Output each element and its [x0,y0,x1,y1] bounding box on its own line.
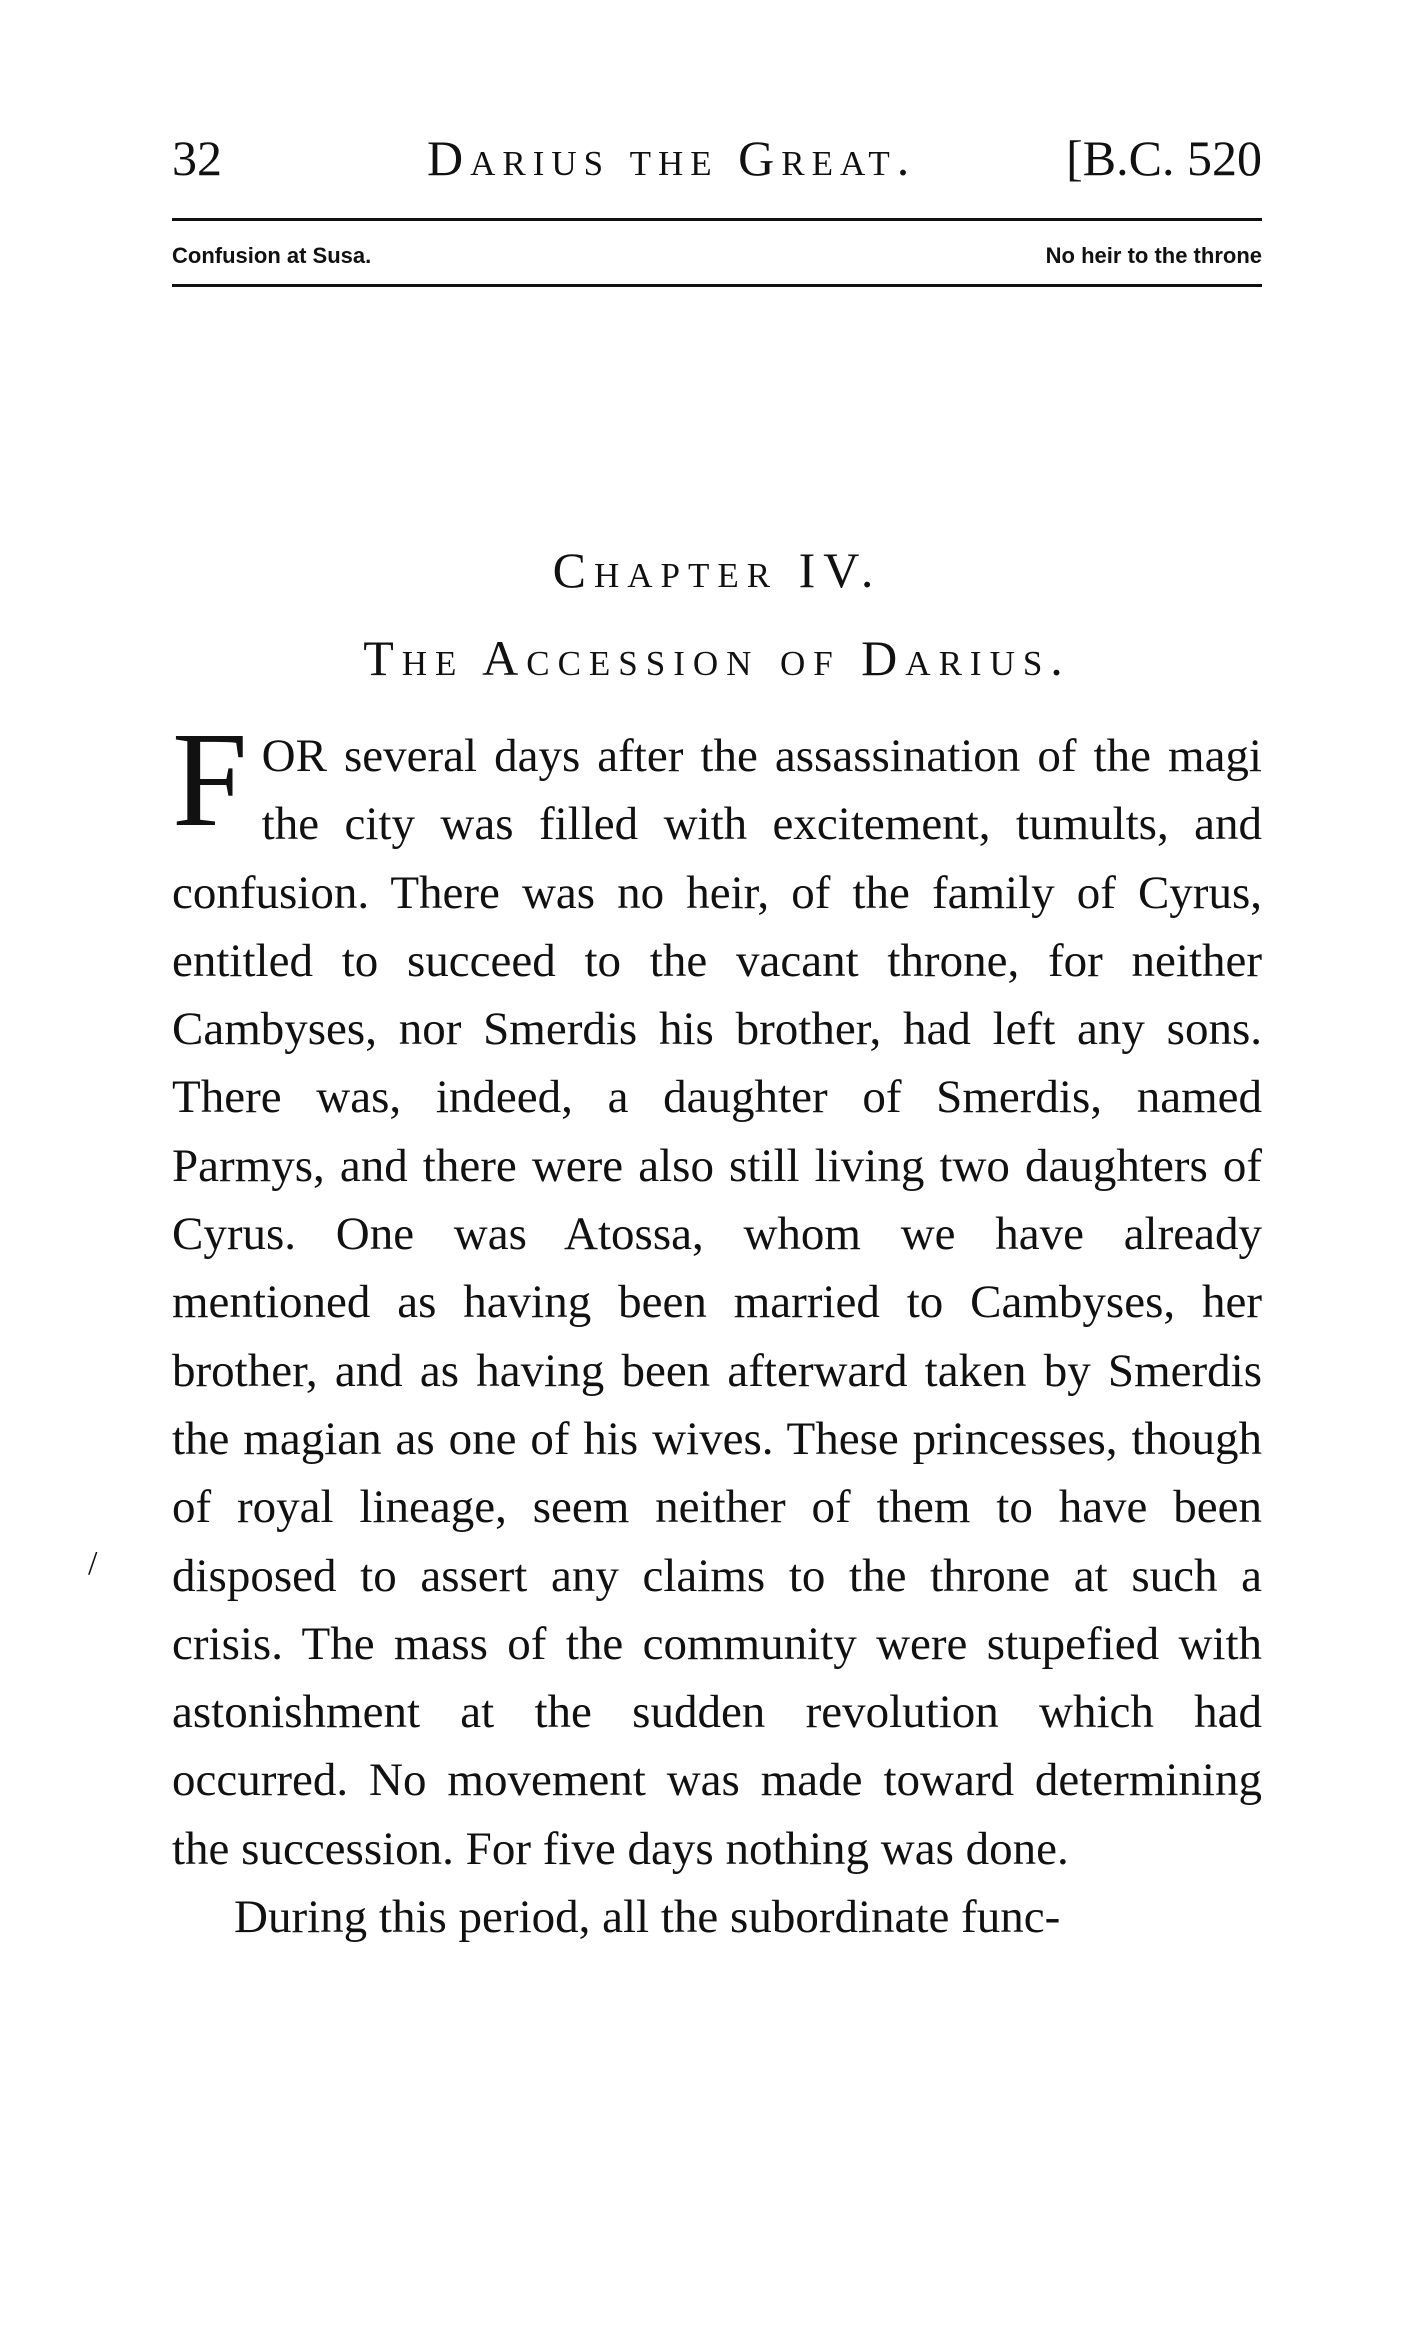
stray-ink-mark: / [88,1545,98,1582]
chapter-title: The Accession of Darius. [363,630,1071,686]
marginal-note-left: Confusion at Susa. [172,243,372,268]
drop-cap: F [172,705,248,855]
book-title: Darius the Great. [427,130,917,186]
paragraph-2: During this period, all the subordinate func- [234,1891,1061,1944]
running-head [172,128,1262,188]
chapter-number: Chapter IV. [552,542,882,598]
date-reference: [B.C. 520 [1066,130,1262,186]
header-rule-top [172,218,1262,221]
paragraph-1-text: OR several days after the assassination of the magi the city was filled with excitement, tumults, and confusion. There was no heir, of the family of Cyrus, entitled to succeed to the vacant throne, for neither Cambyses, nor Smerdis his brother, had left any sons. There was, indeed, a daughter of Smerdis, named Parmys, and there were also still living two daughters of Cyrus. One was Atossa, whom we have already mentioned as having been married to Cambyses, her brother, and as having been afterward taken by Smerdis the magian as one of his wives. These princesses, though of royal lineage, seem neither of them to have been disposed to assert any claims to the throne at such a crisis. The mass of the community were stupefied with astonishment at the sudden revolution which had occurred. No movement was made toward determining the succession. For five days nothing was done. [172,730,1262,1875]
marginal-notes [172,236,1262,276]
marginal-note-right: No heir to the throne [1045,243,1262,268]
header-rule-bottom [172,284,1262,287]
page-number: 32 [172,130,222,186]
chapter-body [172,705,1262,1951]
paragraph-1 [172,705,1262,1883]
